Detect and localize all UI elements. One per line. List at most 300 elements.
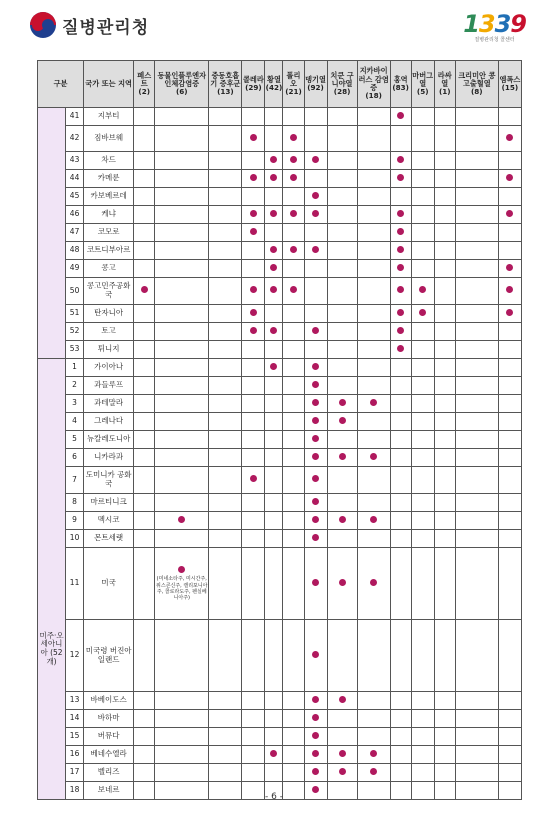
disease-cell <box>265 764 283 782</box>
disease-cell <box>242 359 265 377</box>
disease-cell <box>283 242 304 260</box>
disease-cell <box>283 305 304 323</box>
disease-cell <box>265 548 283 620</box>
risk-dot-icon <box>312 475 319 482</box>
column-count: (83) <box>392 83 409 92</box>
disease-cell <box>209 341 242 359</box>
disease-cell <box>283 152 304 170</box>
disease-cell <box>134 323 155 341</box>
risk-dot-icon <box>312 327 319 334</box>
column-count: (15) <box>501 83 519 92</box>
disease-cell <box>434 341 455 359</box>
disease-cell <box>304 108 327 126</box>
risk-dot-icon <box>397 174 404 181</box>
row-number: 4 <box>66 413 84 431</box>
country-name: 지부티 <box>84 108 134 126</box>
disease-cell <box>411 710 434 728</box>
disease-cell <box>357 152 390 170</box>
disease-cell <box>265 692 283 710</box>
disease-cell <box>390 278 411 305</box>
column-label: 황열 <box>267 74 281 84</box>
disease-cell <box>455 188 498 206</box>
disease-cell <box>327 152 357 170</box>
disease-cell <box>265 152 283 170</box>
disease-cell <box>357 242 390 260</box>
risk-dot-icon <box>312 732 319 739</box>
disease-cell <box>265 377 283 395</box>
table-row <box>38 512 522 530</box>
risk-dot-icon <box>312 210 319 217</box>
disease-cell <box>209 188 242 206</box>
disease-cell <box>411 242 434 260</box>
disease-cell <box>134 108 155 126</box>
disease-cell <box>265 530 283 548</box>
table-row <box>38 341 522 359</box>
disease-cell <box>209 467 242 494</box>
risk-dot-icon <box>270 363 277 370</box>
disease-cell <box>411 548 434 620</box>
country-name: 마르티니크 <box>84 494 134 512</box>
country-name: 보네르 <box>84 782 134 800</box>
disease-cell <box>327 746 357 764</box>
disease-cell <box>455 108 498 126</box>
column-header <box>357 61 390 108</box>
disease-cell <box>304 395 327 413</box>
disease-cell <box>155 764 209 782</box>
disease-cell <box>455 152 498 170</box>
disease-cell <box>455 260 498 278</box>
disease-cell <box>209 692 242 710</box>
disease-cell <box>209 260 242 278</box>
disease-cell <box>242 431 265 449</box>
disease-cell <box>304 305 327 323</box>
disease-cell <box>434 692 455 710</box>
disease-cell <box>134 260 155 278</box>
disease-cell <box>134 764 155 782</box>
disease-cell <box>390 126 411 152</box>
disease-cell <box>455 494 498 512</box>
column-label: 구분 <box>53 78 68 88</box>
disease-cell <box>134 152 155 170</box>
row-number: 10 <box>66 530 84 548</box>
disease-cell <box>283 126 304 152</box>
disease-cell <box>455 746 498 764</box>
disease-cell <box>265 512 283 530</box>
disease-cell <box>498 108 521 126</box>
disease-cell <box>304 278 327 305</box>
disease-cell <box>209 530 242 548</box>
disease-cell <box>390 108 411 126</box>
row-number: 49 <box>66 260 84 278</box>
disease-cell <box>455 395 498 413</box>
column-count: (1) <box>438 87 451 97</box>
risk-dot-icon <box>397 345 404 352</box>
disease-cell <box>209 710 242 728</box>
disease-cell <box>209 746 242 764</box>
disease-cell <box>455 413 498 431</box>
disease-cell <box>134 126 155 152</box>
disease-cell <box>434 395 455 413</box>
disease-cell <box>434 224 455 242</box>
disease-cell <box>357 108 390 126</box>
disease-cell <box>327 242 357 260</box>
country-name: 미국령 버진아일랜드 <box>84 620 134 692</box>
disease-cell <box>155 377 209 395</box>
disease-cell <box>242 260 265 278</box>
disease-cell <box>357 764 390 782</box>
row-number: 13 <box>66 692 84 710</box>
column-count: (29) <box>245 83 262 92</box>
risk-dot-icon <box>419 309 426 316</box>
disease-cell <box>498 764 521 782</box>
row-number: 16 <box>66 746 84 764</box>
disease-cell <box>283 449 304 467</box>
table-row <box>38 710 522 728</box>
disease-cell <box>390 206 411 224</box>
disease-cell <box>390 494 411 512</box>
country-name: 코트디부아르 <box>84 242 134 260</box>
disease-cell <box>327 692 357 710</box>
disease-cell <box>327 710 357 728</box>
disease-cell <box>134 341 155 359</box>
row-number: 53 <box>66 341 84 359</box>
risk-dot-icon <box>370 768 377 775</box>
risk-dot-icon <box>419 286 426 293</box>
disease-cell <box>283 746 304 764</box>
disease-cell <box>155 548 209 620</box>
disease-cell <box>242 467 265 494</box>
disease-cell <box>390 467 411 494</box>
disease-cell <box>327 494 357 512</box>
disease-cell <box>357 467 390 494</box>
disease-cell <box>455 323 498 341</box>
disease-cell <box>411 108 434 126</box>
disease-cell <box>327 323 357 341</box>
risk-dot-icon <box>290 174 297 181</box>
disease-cell <box>455 341 498 359</box>
row-number: 8 <box>66 494 84 512</box>
disease-cell <box>155 126 209 152</box>
disease-cell <box>498 359 521 377</box>
disease-cell <box>357 449 390 467</box>
disease-cell <box>455 512 498 530</box>
disease-cell <box>455 305 498 323</box>
disease-cell <box>134 746 155 764</box>
disease-cell <box>411 323 434 341</box>
column-label: 홍역 <box>393 74 408 84</box>
disease-cell <box>304 764 327 782</box>
disease-cell <box>455 548 498 620</box>
disease-cell <box>242 152 265 170</box>
disease-cell <box>498 530 521 548</box>
disease-cell <box>134 449 155 467</box>
disease-cell <box>455 359 498 377</box>
disease-cell <box>134 395 155 413</box>
risk-dot-icon <box>506 174 513 181</box>
disease-cell <box>265 728 283 746</box>
disease-cell <box>242 494 265 512</box>
disease-cell <box>434 710 455 728</box>
disease-cell <box>155 323 209 341</box>
disease-cell <box>411 431 434 449</box>
risk-dot-icon <box>312 579 319 586</box>
column-label: 동물인플루엔자 인체감염증 <box>157 70 207 88</box>
disease-cell <box>327 395 357 413</box>
column-label: 페스트 <box>137 70 152 88</box>
risk-dot-icon <box>339 516 346 523</box>
risk-dot-icon <box>339 579 346 586</box>
table-header-row <box>38 61 522 108</box>
country-name: 미국 <box>84 548 134 620</box>
row-number: 43 <box>66 152 84 170</box>
disease-cell <box>327 413 357 431</box>
disease-cell <box>327 512 357 530</box>
column-header <box>283 61 304 108</box>
disease-cell <box>304 692 327 710</box>
disease-cell <box>155 305 209 323</box>
disease-cell <box>209 108 242 126</box>
column-label: 라싸열 <box>437 70 452 88</box>
disease-cell <box>390 323 411 341</box>
disease-cell <box>209 206 242 224</box>
disease-cell <box>390 341 411 359</box>
disease-cell <box>242 692 265 710</box>
hotline-caption: 질병관리청 콜센터 <box>474 37 515 43</box>
column-label: 마버그열 <box>412 70 434 88</box>
disease-cell <box>411 728 434 746</box>
kdca-logo <box>30 12 149 38</box>
disease-cell <box>498 278 521 305</box>
row-number: 51 <box>66 305 84 323</box>
disease-cell <box>283 512 304 530</box>
disease-cell <box>455 170 498 188</box>
risk-dot-icon <box>339 453 346 460</box>
row-number: 18 <box>66 782 84 800</box>
disease-cell <box>155 224 209 242</box>
table-row <box>38 108 522 126</box>
disease-cell <box>155 359 209 377</box>
column-count: (21) <box>285 87 302 97</box>
column-label: 뎅기열 <box>305 74 326 84</box>
disease-cell <box>434 305 455 323</box>
disease-cell <box>155 494 209 512</box>
column-count: (6) <box>175 87 188 97</box>
risk-dot-icon <box>339 768 346 775</box>
disease-cell <box>283 413 304 431</box>
table-row <box>38 431 522 449</box>
disease-cell <box>283 377 304 395</box>
disease-cell <box>455 431 498 449</box>
risk-dot-icon <box>270 174 277 181</box>
disease-cell <box>155 152 209 170</box>
risk-dot-icon <box>250 174 257 181</box>
hotline-number: 1339 <box>463 10 526 38</box>
disease-cell <box>434 449 455 467</box>
risk-dot-icon <box>270 327 277 334</box>
disease-cell <box>265 449 283 467</box>
disease-cell <box>411 746 434 764</box>
table-row <box>38 126 522 152</box>
disease-cell <box>434 530 455 548</box>
disease-cell <box>498 377 521 395</box>
disease-cell <box>390 413 411 431</box>
disease-cell <box>411 494 434 512</box>
disease-cell <box>434 494 455 512</box>
risk-dot-icon <box>312 399 319 406</box>
disease-cell <box>498 746 521 764</box>
disease-cell <box>390 359 411 377</box>
risk-dot-icon <box>270 156 277 163</box>
disease-cell <box>283 764 304 782</box>
risk-dot-icon <box>397 327 404 334</box>
disease-cell <box>283 431 304 449</box>
disease-cell <box>134 278 155 305</box>
risk-dot-icon <box>397 246 404 253</box>
disease-cell <box>265 260 283 278</box>
disease-cell <box>134 512 155 530</box>
table-row <box>38 413 522 431</box>
disease-cell <box>411 126 434 152</box>
table-row <box>38 620 522 692</box>
disease-cell <box>209 278 242 305</box>
disease-cell <box>411 764 434 782</box>
disease-cell <box>209 323 242 341</box>
disease-cell <box>327 530 357 548</box>
disease-cell <box>357 170 390 188</box>
disease-cell <box>283 548 304 620</box>
disease-cell <box>455 710 498 728</box>
row-number: 6 <box>66 449 84 467</box>
risk-dot-icon <box>506 286 513 293</box>
region-cell: 미주·오세아니아 (52개) <box>38 359 66 800</box>
disease-cell <box>265 467 283 494</box>
column-header <box>38 61 84 108</box>
risk-dot-icon <box>339 399 346 406</box>
disease-cell <box>242 126 265 152</box>
taegeuk-icon <box>30 12 56 38</box>
risk-dot-icon <box>397 264 404 271</box>
disease-cell <box>327 108 357 126</box>
disease-cell <box>134 359 155 377</box>
disease-cell <box>390 305 411 323</box>
row-number: 45 <box>66 188 84 206</box>
disease-cell <box>304 467 327 494</box>
disease-cell <box>209 359 242 377</box>
disease-cell <box>283 206 304 224</box>
org-name: 질병관리청 <box>62 17 150 38</box>
row-number: 9 <box>66 512 84 530</box>
disease-cell <box>242 170 265 188</box>
row-number: 41 <box>66 108 84 126</box>
table-body <box>38 108 522 800</box>
column-header <box>411 61 434 108</box>
disease-cell <box>411 395 434 413</box>
risk-dot-icon <box>506 134 513 141</box>
disease-cell <box>265 746 283 764</box>
disease-cell <box>242 341 265 359</box>
disease-cell <box>357 278 390 305</box>
disease-cell <box>434 413 455 431</box>
disease-cell <box>357 224 390 242</box>
risk-dot-icon <box>290 156 297 163</box>
disease-cell <box>155 728 209 746</box>
risk-dot-icon <box>506 264 513 271</box>
disease-cell <box>209 494 242 512</box>
row-number: 15 <box>66 728 84 746</box>
disease-cell <box>390 260 411 278</box>
risk-dot-icon <box>312 435 319 442</box>
disease-cell <box>327 431 357 449</box>
disease-cell <box>411 206 434 224</box>
disease-cell <box>265 431 283 449</box>
disease-cell <box>134 377 155 395</box>
disease-cell <box>265 126 283 152</box>
table-row <box>38 494 522 512</box>
disease-cell <box>283 260 304 278</box>
disease-cell <box>265 242 283 260</box>
disease-cell <box>357 395 390 413</box>
disease-cell <box>242 108 265 126</box>
disease-cell <box>155 746 209 764</box>
country-name: 카메룬 <box>84 170 134 188</box>
disease-cell <box>209 431 242 449</box>
country-name: 과테말라 <box>84 395 134 413</box>
disease-cell <box>242 728 265 746</box>
risk-dot-icon <box>312 714 319 721</box>
column-header <box>155 61 209 108</box>
risk-dot-icon <box>370 453 377 460</box>
disease-cell <box>411 260 434 278</box>
table-row <box>38 323 522 341</box>
disease-cell <box>357 746 390 764</box>
risk-dot-icon <box>178 516 185 523</box>
table-row <box>38 359 522 377</box>
disease-cell <box>304 359 327 377</box>
disease-cell <box>498 206 521 224</box>
disease-cell <box>304 206 327 224</box>
page-header <box>0 0 548 50</box>
disease-cell <box>327 126 357 152</box>
disease-cell <box>357 530 390 548</box>
column-label: 중동호흡기 증후군 <box>210 70 241 88</box>
disease-cell <box>498 467 521 494</box>
disease-cell <box>304 548 327 620</box>
column-label: 치쿤 구니야열 <box>330 70 354 88</box>
risk-dot-icon <box>178 566 185 573</box>
disease-cell <box>390 710 411 728</box>
disease-cell <box>327 305 357 323</box>
row-number: 1 <box>66 359 84 377</box>
disease-cell <box>283 108 304 126</box>
table-row <box>38 395 522 413</box>
disease-cell <box>390 530 411 548</box>
risk-dot-icon <box>312 516 319 523</box>
disease-cell <box>498 341 521 359</box>
disease-cell <box>411 224 434 242</box>
risk-dot-icon <box>397 309 404 316</box>
disease-cell <box>455 126 498 152</box>
disease-cell <box>304 728 327 746</box>
column-label: 국가 또는 지역 <box>85 78 132 88</box>
disease-cell <box>155 395 209 413</box>
disease-cell <box>134 692 155 710</box>
disease-cell <box>265 710 283 728</box>
disease-cell <box>265 395 283 413</box>
risk-dot-icon <box>270 750 277 757</box>
disease-cell <box>498 224 521 242</box>
disease-cell <box>209 152 242 170</box>
column-header <box>498 61 521 108</box>
